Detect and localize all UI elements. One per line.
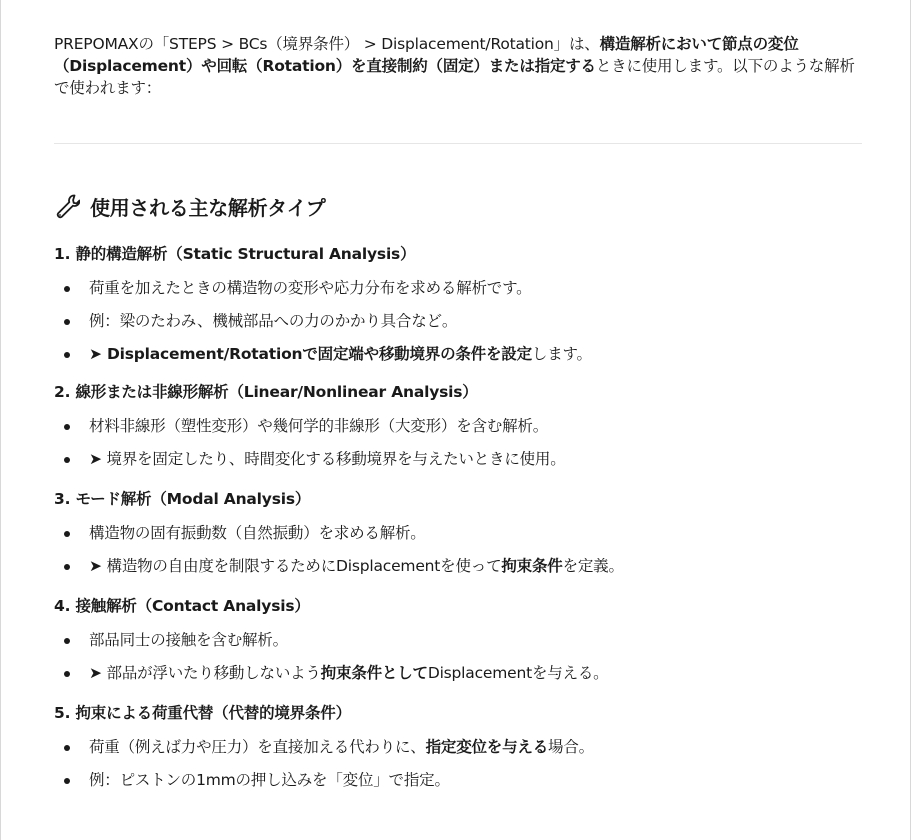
list-item xyxy=(54,272,862,305)
bullet-dot xyxy=(64,671,70,677)
analysis-title: 4. 接触解析（Contact Analysis） xyxy=(54,597,310,615)
bullet-dot xyxy=(64,319,70,325)
list-item-text: Displacementを与える。 xyxy=(427,664,609,682)
list-item-text: 部品同士の接触を含む解析。 xyxy=(89,631,288,649)
list-item-bold-text: 拘束条件として xyxy=(320,664,428,682)
bullet-dot xyxy=(64,352,70,358)
intro-bold-text: 構造解析において節点の変位（Displacement）や回転（Rotation）を直接制約（固定）または指定する xyxy=(54,35,799,75)
horizontal-divider xyxy=(54,143,862,144)
list-item xyxy=(54,624,862,657)
list-item-bold-text: 指定変位を与える xyxy=(425,738,549,756)
list-item-text: を定義。 xyxy=(562,557,624,575)
list-item-bold-text: 拘束条件 xyxy=(501,557,563,575)
bullet-dot xyxy=(64,778,70,784)
list-item xyxy=(54,764,862,797)
bullet-list xyxy=(54,624,862,690)
bullet-dot xyxy=(64,424,70,430)
section-heading xyxy=(54,192,325,221)
wrench-icon xyxy=(54,193,80,221)
list-item xyxy=(54,731,862,764)
analysis-title: 2. 線形または非線形解析（Linear/Nonlinear Analysis） xyxy=(54,383,478,401)
analysis-title: 3. モード解析（Modal Analysis） xyxy=(54,490,311,508)
list-item-text: ➤ 境界を固定したり、時間変化する移動境界を与えたいときに使用。 xyxy=(89,450,566,468)
bullet-dot xyxy=(64,531,70,537)
list-item-text: ➤ 部品が浮いたり移動しないよう xyxy=(89,664,321,682)
list-item xyxy=(54,443,862,476)
list-item-text: 構造物の固有振動数（自然振動）を求める解析。 xyxy=(89,524,426,542)
intro-text-end: ときに使用します。以下のような解析で使われます： xyxy=(54,57,855,97)
list-item xyxy=(54,338,862,371)
bullet-dot xyxy=(64,457,70,463)
analysis-block xyxy=(54,487,862,583)
intro-paragraph xyxy=(54,33,862,99)
list-item-text: します。 xyxy=(531,345,592,363)
list-item xyxy=(54,550,862,583)
list-item-bold-text: ➤ Displacement/Rotationで固定端や移動境界の条件を設定 xyxy=(89,345,532,363)
bullet-list xyxy=(54,272,862,371)
section-title: 使用される主な解析タイプ xyxy=(90,196,326,220)
list-item-text: ➤ 構造物の自由度を制限するためにDisplacementを使って xyxy=(89,557,502,575)
list-item xyxy=(54,305,862,338)
bullet-dot xyxy=(64,286,70,292)
bullet-list xyxy=(54,517,862,583)
bullet-dot xyxy=(64,638,70,644)
list-item-text: 例：ピストンの1mmの押し込みを「変位」で指定。 xyxy=(89,771,450,789)
list-item xyxy=(54,410,862,443)
analysis-title: 5. 拘束による荷重代替（代替的境界条件） xyxy=(54,704,351,722)
list-item-text: 荷重を加えたときの構造物の変形や応力分布を求める解析です。 xyxy=(89,279,532,297)
list-item-text: 例：梁のたわみ、機械部品への力のかかり具合など。 xyxy=(89,312,458,330)
analysis-title: 1. 静的構造解析（Static Structural Analysis） xyxy=(54,245,416,263)
list-item-text: 材料非線形（塑性変形）や幾何学的非線形（大変形）を含む解析。 xyxy=(89,417,549,435)
list-item-text: 荷重（例えば力や圧力）を直接加える代わりに、 xyxy=(89,738,426,756)
bullet-list xyxy=(54,731,862,797)
analysis-block xyxy=(54,701,862,797)
list-item xyxy=(54,517,862,550)
intro-text: PREPOMAXの「STEPS > BCs（境界条件） > Displacement/Rotation」は、 xyxy=(54,35,600,53)
analysis-block xyxy=(54,594,862,690)
bullet-list xyxy=(54,410,862,476)
bullet-dot xyxy=(64,745,70,751)
analysis-block xyxy=(54,380,862,476)
analysis-block xyxy=(54,242,862,371)
document-body xyxy=(54,0,862,789)
list-item-text: 場合。 xyxy=(548,738,594,756)
list-item xyxy=(54,657,862,690)
bullet-dot xyxy=(64,564,70,570)
